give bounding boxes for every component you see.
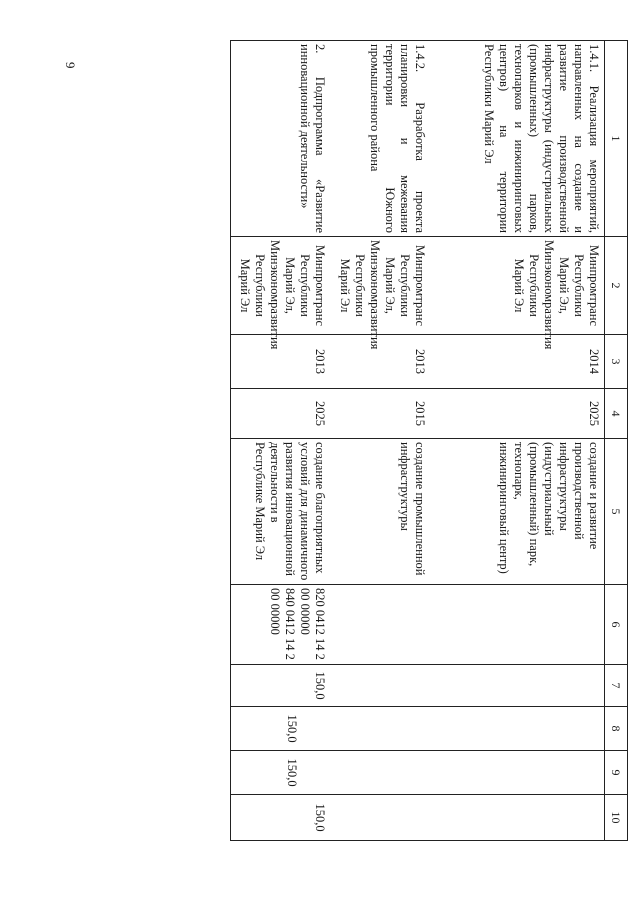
row-1-budget-code (431, 585, 605, 665)
col-header-5: 5 (605, 439, 628, 585)
row-3-start-year: 2013 (231, 335, 331, 389)
row-3-code-b: 840 0412 14 2 00 00000 (268, 588, 298, 660)
row-2-start-year: 2013 (331, 335, 431, 389)
row-3-col-8 (231, 707, 331, 751)
row-2-result: создание промышленной инфраструктуры (331, 439, 431, 585)
row-1-start-year: 2014 (431, 335, 605, 389)
row-3-end-year: 2025 (231, 389, 331, 439)
row-2-end-year: 2015 (331, 389, 431, 439)
row-3-col-9 (231, 751, 331, 795)
row-3-executor: Минпромтранс Республики Марий Эл, Минэкономразвития Республики Марий Эл (231, 237, 331, 335)
row-3-col-10: 150,0 (231, 795, 331, 841)
col-header-1: 1 (605, 41, 628, 237)
table-row (431, 41, 605, 841)
row-3-activity: 2. Подпрограмма «Развитие инновационной деятельности» (231, 41, 331, 237)
row-1-result: создание и развитие производственной инфраструктуры (индустриальный (промышленный) парк, технопарк, инжиниринговый центр) (431, 439, 605, 585)
row-1-col-9 (431, 751, 605, 795)
col-header-10: 10 (605, 795, 628, 841)
row-2-col-8 (331, 707, 431, 751)
row-1-col-8 (431, 707, 605, 751)
row-1-activity: 1.4.1. Реализация мероприятий, направленных на создание и развитие производственной инфраструктуры (индустриальных (промышленных) парков, технопарков и инжиниринговых центров) на территории Республики Марий Эл (431, 41, 605, 237)
row-3-code-a: 820 0412 14 2 00 00000 (298, 588, 328, 660)
row-3-col-7: 150,0 (231, 665, 331, 707)
table-row (231, 41, 331, 841)
col-header-3: 3 (605, 335, 628, 389)
row-2-col-7 (331, 665, 431, 707)
row-1-col-7 (431, 665, 605, 707)
row-3-result: создание благоприятных условий для динамичного развития инновационной деятельности в Республике Марий Эл (231, 439, 331, 585)
table-row (331, 41, 431, 841)
row-2-col-9 (331, 751, 431, 795)
row-3-budget-code (231, 585, 331, 665)
row-2-col-10 (331, 795, 431, 841)
row-3-col-8-value: 150,0 (285, 714, 300, 743)
col-header-2: 2 (605, 237, 628, 335)
col-header-8: 8 (605, 707, 628, 751)
program-table (230, 40, 628, 841)
column-number-row (605, 41, 628, 841)
row-2-budget-code (331, 585, 431, 665)
rotated-table-page (100, 40, 628, 840)
row-1-end-year: 2025 (431, 389, 605, 439)
row-2-executor: Минпромтранс Республики Марий Эл, Минэкономразвития Республики Марий Эл (331, 237, 431, 335)
page-number: 9 (63, 62, 78, 69)
col-header-7: 7 (605, 665, 628, 707)
row-1-executor: Минпромтранс Республики Марий Эл, Минэкономразвития Республики Марий Эл (431, 237, 605, 335)
col-header-9: 9 (605, 751, 628, 795)
row-2-activity: 1.4.2. Разработка проекта планировки и межевания территории Южного промышленного района (331, 41, 431, 237)
row-3-col-9-value: 150,0 (285, 758, 300, 787)
row-1-col-10 (431, 795, 605, 841)
col-header-6: 6 (605, 585, 628, 665)
col-header-4: 4 (605, 389, 628, 439)
